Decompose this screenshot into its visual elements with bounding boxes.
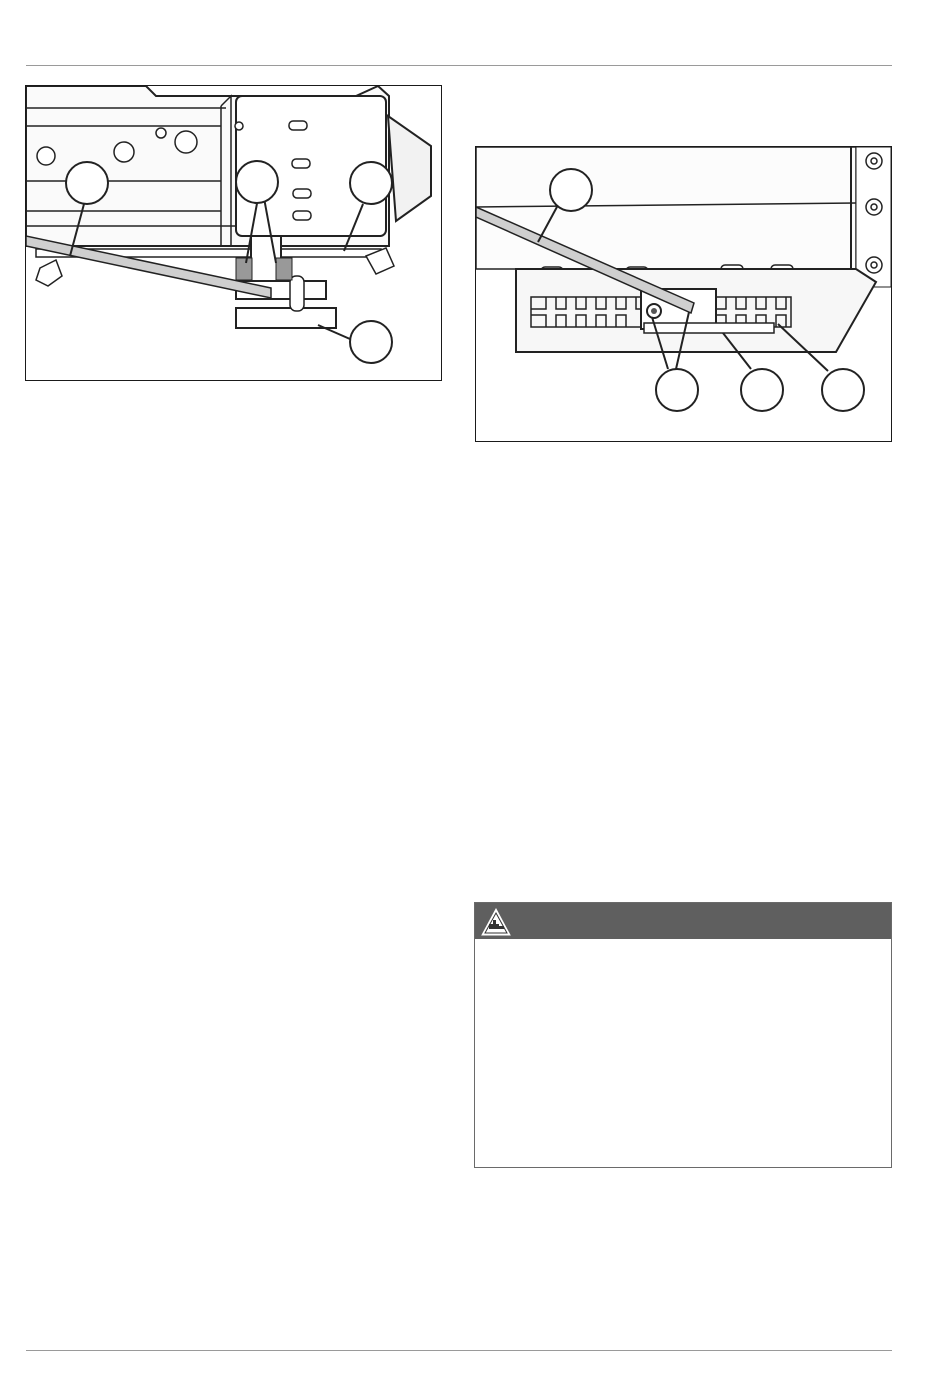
callout-circle xyxy=(741,369,783,411)
callout-circle xyxy=(66,162,108,204)
callout-circle xyxy=(550,169,592,211)
figure-left-illustration xyxy=(25,85,442,381)
callout-circle xyxy=(350,321,392,363)
callout-circle xyxy=(236,161,278,203)
figure-right-illustration xyxy=(475,146,892,442)
warning-body xyxy=(475,939,891,959)
figure-right-drawing xyxy=(476,147,891,441)
callout-circle xyxy=(350,162,392,204)
callout-circle xyxy=(822,369,864,411)
warning-header xyxy=(475,903,891,939)
figure-left-drawing xyxy=(26,86,441,380)
warning-box xyxy=(474,902,892,1168)
footer-rule xyxy=(26,1350,892,1351)
hand-crush-warning-icon xyxy=(481,908,511,936)
header-rule xyxy=(26,65,892,66)
callout-circle xyxy=(656,369,698,411)
